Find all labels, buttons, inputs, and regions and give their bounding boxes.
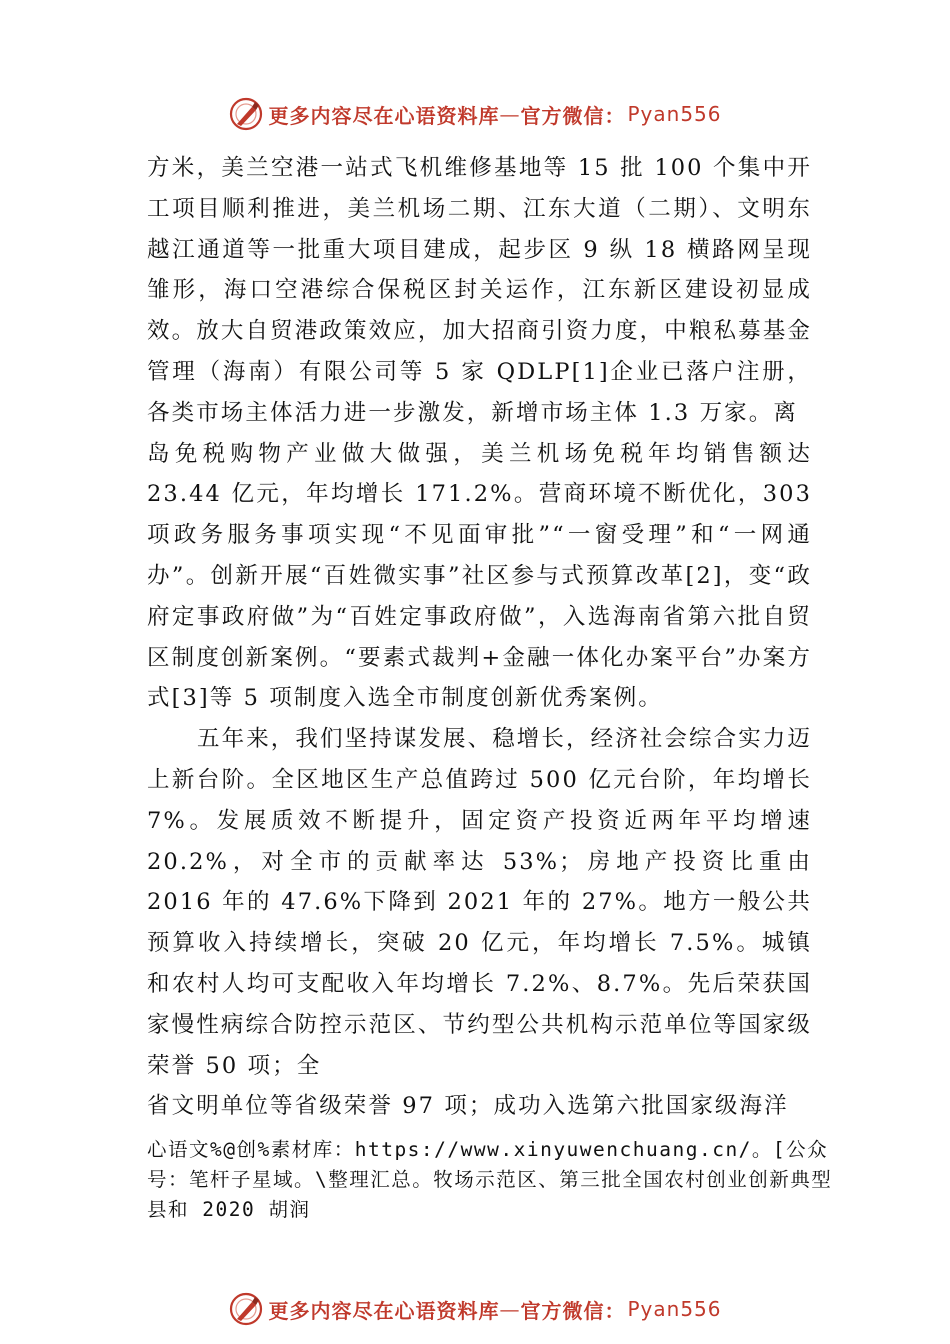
banner-brand: 更多内容尽在心语资料库 bbox=[268, 1298, 500, 1323]
banner-wechat-id: Pyan556 bbox=[627, 102, 722, 126]
banner-separator: — bbox=[499, 102, 521, 126]
paragraph-2: 岛免税购物产业做大做强，美兰机场免税年均销售额达 23.44 亿元，年均增长 171.2%。营商环境不断优化，303 项政务服务事项实现“不见面审批”“一窗受理”和“一网通办”。创新开展“百姓微实事”社区参与式预算改革[2]，变“政府定事政府做”为“百姓定事政府做”，入选海南省第六批自贸区制度创新案例。“要素式裁判+金融一体化办案平台”办案方式[3]等 5 项制度入选全市制度创新优秀案例。 bbox=[147, 440, 812, 712]
banner-wechat-label: 官方微信： bbox=[520, 103, 626, 128]
header-banner bbox=[0, 92, 950, 136]
paragraph-1: 方米，美兰空港一站式飞机维修基地等 15 批 100 个集中开工项目顺利推进，美兰机场二期、江东大道（二期）、文明东越江通道等一批重大项目建成，起步区 9 纵 18 横路网呈现雏形，海口空港综合保税区封关运作，江东新区建设初显成效。放大自贸港政策效应，加大招商引资力度，中粮私募基金管理（海南）有限公司等 5 家 QDLP[1]企业已落户注册， 各类市场主体活力进一步激发，新增市场主体 1.3 万家。离 bbox=[147, 155, 812, 426]
banner-wechat-label: 官方微信： bbox=[520, 1298, 626, 1323]
banner-brand: 更多内容尽在心语资料库 bbox=[268, 103, 500, 128]
paragraph-4: 省文明单位等省级荣誉 97 项；成功入选第六批国家级海洋 bbox=[147, 1093, 789, 1120]
banner-wechat-id: Pyan556 bbox=[627, 1297, 722, 1321]
document-body bbox=[147, 148, 833, 1225]
paragraph-3: 五年来，我们坚持谋发展、稳增长，经济社会综合实力迈上新台阶。全区地区生产总值跨过 500 亿元台阶，年均增长 7%。发展质效不断提升，固定资产投资近两年平均增速 20.2%，对全市的贡献率达 53%；房地产投资比重由 2016 年的 47.6%下降到 2021 年的 27%。地方一般公共预算收入持续增长，突破 20 亿元，年均增长 7.5%。城镇和农村人均可支配收入年均增长 7.2%、8.7%。先后荣获国家慢性病综合防控示范区、节约型公共机构示范单位等国家级荣誉 50 项；全 bbox=[147, 726, 813, 1079]
writing-logo-icon bbox=[228, 1291, 264, 1327]
writing-logo-icon bbox=[228, 96, 264, 132]
banner-separator: — bbox=[499, 1297, 521, 1321]
footer-banner bbox=[0, 1287, 950, 1331]
paragraph-5: 心语文%@创%素材库：https://www.xinyuwenchuang.cn/。[公众号：笔杆子星域。\整理汇总。牧场示范区、第三批全国农村创业创新典型县和 2020 胡润 bbox=[147, 1138, 833, 1222]
